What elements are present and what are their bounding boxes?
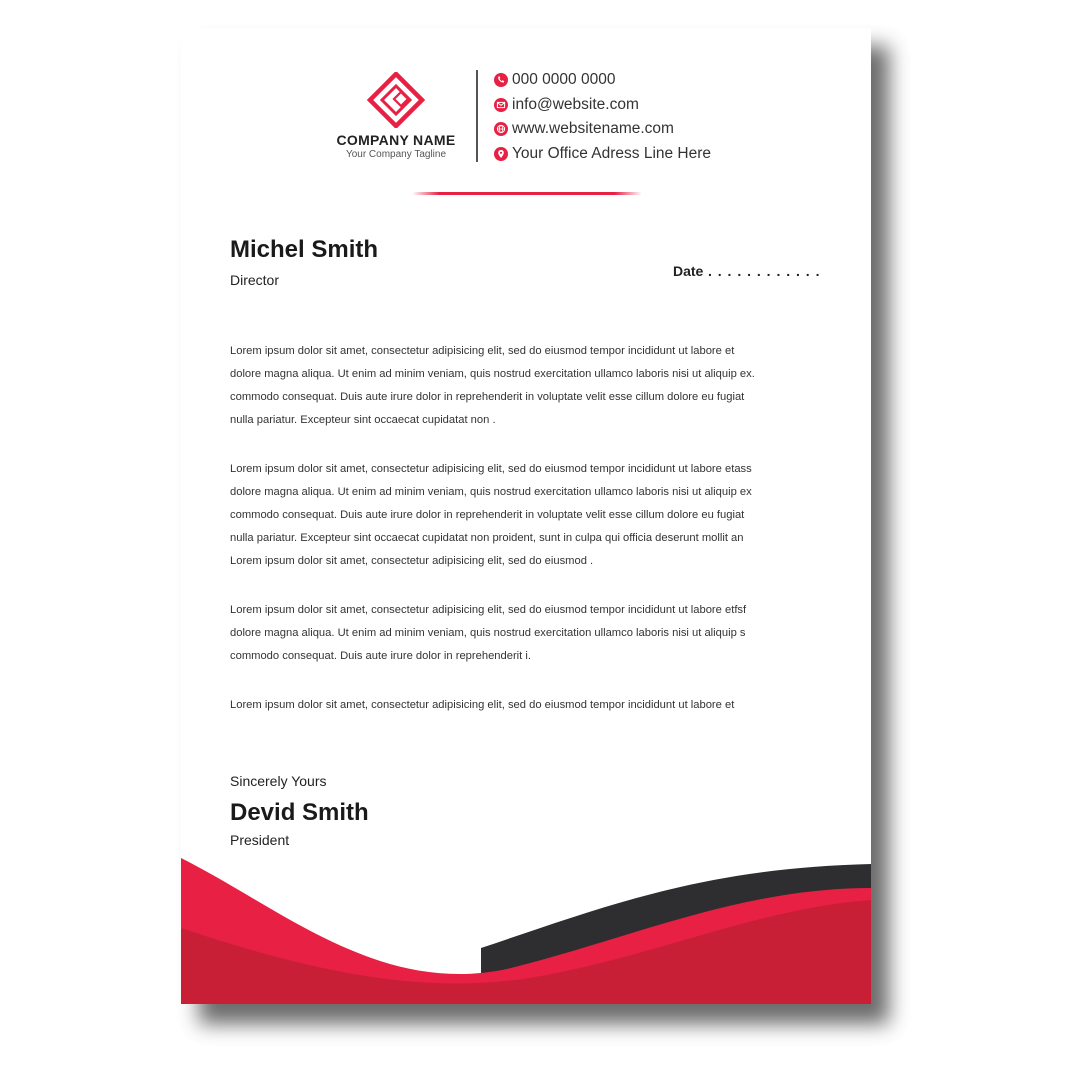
body-paragraph: Lorem ipsum dolor sit amet, consectetur adipisicing elit, sed do eiusmod tempor incididunt ut labore et [230, 699, 735, 711]
contact-address-text: Your Office Adress Line Here [512, 144, 712, 162]
company-tagline: Your Company Tagline [345, 149, 447, 160]
email-icon [494, 98, 508, 112]
phone-icon [494, 73, 508, 87]
body-paragraph: Lorem ipsum dolor sit amet, consectetur adipisicing elit, sed do eiusmod tempor incididunt ut labore etfsf dolore magna aliqua. Ut enim ad minim veniam, quis nostrud exercitation ullamco laboris nisi ut aliquip s commodo consequat. Duis aute irure dolor in reprehenderit i. [230, 604, 747, 662]
company-logo-block [321, 72, 471, 160]
company-name: COMPANY NAME [336, 132, 456, 148]
contact-address [494, 142, 711, 167]
contact-web [494, 117, 711, 142]
date-placeholder: . . . . . . . . . . . . [708, 263, 821, 279]
body-paragraph: Lorem ipsum dolor sit amet, consectetur adipisicing elit, sed do eiusmod tempor incididunt ut labore etass dolore magna aliqua. Ut enim ad minim veniam, quis nostrud exercitation ullamco laboris nisi ut aliquip ex commodo consequat. Duis aute irure dolor in reprehenderit in voluptate velit esse cillum dolore eu fugiat nulla pariatur. Excepteur sint occaecat cupidatat non proident, sunt in culpa qui officia deserunt mollit an Lorem ipsum dolor sit amet, consectetur adipisicing elit, sed do eiusmod . [230, 463, 752, 567]
recipient-role: Director [230, 272, 280, 288]
closing-line: Sincerely Yours [230, 773, 327, 789]
contact-phone-text: 000 0000 0000 [512, 71, 616, 89]
header-divider [476, 70, 478, 162]
contact-list [494, 68, 711, 166]
recipient-name: Michel Smith [230, 236, 379, 263]
body-paragraph: Lorem ipsum dolor sit amet, consectetur adipisicing elit, sed do eiusmod tempor incididunt ut labore et dolore magna aliqua. Ut enim ad minim veniam, quis nostrud exercitation ullamco laboris nisi ut aliquip ex. commodo consequat. Duis aute irure dolor in reprehenderit in voluptate velit esse cillum dolore eu fugiat nulla pariatur. Excepteur sint occaecat cupidatat non . [230, 345, 755, 426]
diamond-logo-icon [366, 72, 426, 128]
location-pin-icon [494, 147, 508, 161]
contact-email-text: info@website.com [512, 95, 639, 113]
contact-phone [494, 68, 711, 93]
footer-wave-decoration [181, 848, 871, 1004]
contact-email [494, 93, 711, 118]
header-rule [412, 192, 642, 195]
letterhead-page [181, 28, 871, 1004]
signer-name: Devid Smith [230, 799, 369, 826]
letter-body [230, 340, 795, 717]
web-icon [494, 122, 508, 136]
contact-web-text: www.websitename.com [512, 120, 674, 138]
signer-role: President [230, 832, 290, 848]
date-label: Date [673, 263, 704, 279]
